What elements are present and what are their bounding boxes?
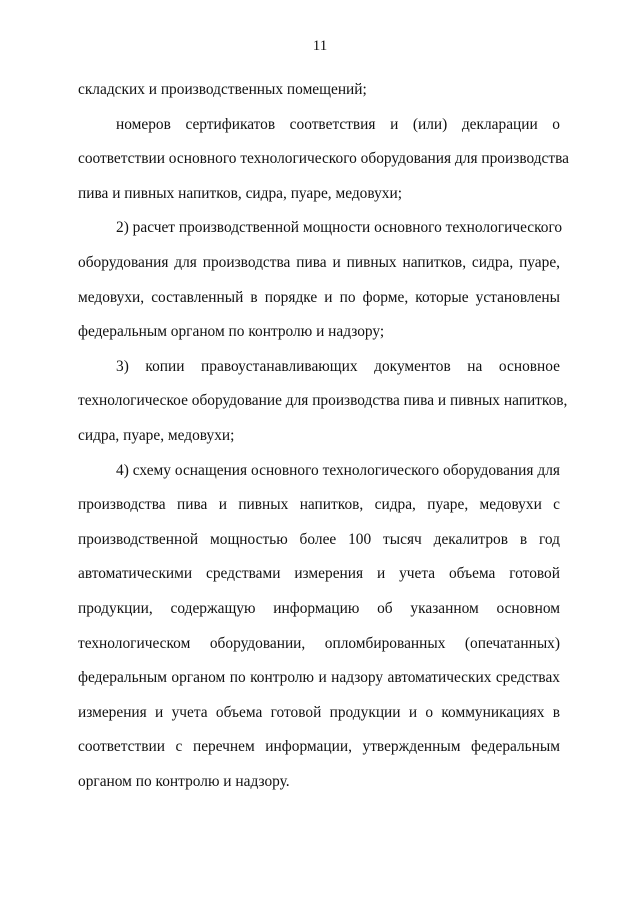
text-line: 4) схему оснащения основного технологического оборудования для: [116, 461, 560, 479]
text-line: соответствии основного технологического оборудования для производства: [78, 150, 570, 168]
page-number: 11: [312, 38, 328, 54]
text-line: соответствии с перечнем информации, утвержденным федеральным: [78, 738, 560, 756]
paragraph-item-4: [78, 454, 560, 800]
text-line: технологическом оборудовании, опломбированных (опечатанных): [78, 634, 560, 652]
text-line: складских и производственных помещений;: [78, 81, 367, 98]
text-line: медовухи, составленный в порядке и по форме, которые установлены: [78, 288, 560, 306]
text-line: продукции, содержащую информацию об указанном основном: [78, 599, 560, 617]
paragraph-certificates: [78, 108, 570, 212]
text-line: федеральным органом по контролю и надзору;: [78, 323, 385, 341]
text-line: производственной мощностью более 100 тысяч декалитров в год: [78, 530, 560, 548]
paragraph-premises: [78, 73, 560, 108]
text-line: автоматическими средствами измерения и учета объема готовой: [78, 565, 560, 583]
text-line: федеральным органом по контролю и надзору автоматических средствах: [78, 669, 560, 687]
text-line: 2) расчет производственной мощности основного технологического: [116, 219, 563, 237]
document-body: [78, 73, 570, 799]
text-line: пива и пивных напитков, сидра, пуаре, медовухи;: [78, 184, 403, 202]
text-line: сидра, пуаре, медовухи;: [78, 426, 235, 444]
paragraph-item-3: [78, 350, 568, 454]
text-line: 3) копии правоустанавливающих документов на основное: [116, 357, 560, 375]
text-line: измерения и учета объема готовой продукции и о коммуникациях в: [78, 703, 560, 721]
text-line: органом по контролю и надзору.: [78, 772, 290, 790]
text-line: номеров сертификатов соответствия и (или) декларации о: [116, 115, 560, 133]
text-line: оборудования для производства пива и пивных напитков, сидра, пуаре,: [78, 253, 560, 271]
text-line: технологическое оборудование для производства пива и пивных напитков,: [78, 392, 568, 410]
text-line: производства пива и пивных напитков, сидра, пуаре, медовухи с: [78, 496, 560, 514]
paragraph-item-2: [78, 211, 563, 349]
